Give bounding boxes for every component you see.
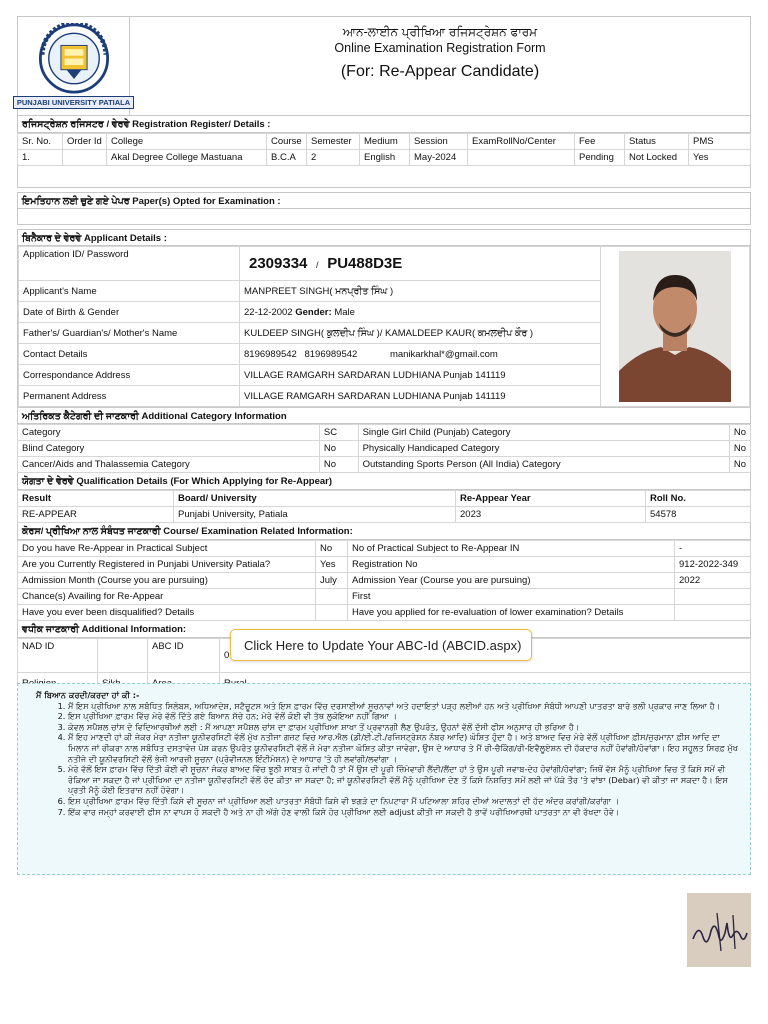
table-row <box>18 507 751 523</box>
qualification-table <box>17 490 751 523</box>
cell-roll-no: 54578 <box>646 507 751 523</box>
disqualified-label: Have you ever been disqualified? Details <box>18 605 316 621</box>
category-label: Category <box>18 425 320 441</box>
corr-address-label: Correspondance Address <box>19 365 240 386</box>
chances-value: First <box>348 589 675 605</box>
parents-label: Father's/ Guardian's/ Mother's Name <box>19 323 240 344</box>
header-college: College <box>107 134 267 150</box>
header-roll-no: Roll No. <box>646 491 751 507</box>
admission-month-label: Admission Month (Course you are pursuing) <box>18 573 316 589</box>
form-title-english: Online Examination Registration Form <box>334 41 546 55</box>
sports-value: No <box>729 457 750 473</box>
papers-section-title: ਇਮਤਿਹਾਨ ਲਈ ਚੁਣੇ ਗਏ ਪੇਪਰ Paper(s) Opted for Examination : <box>17 192 751 209</box>
course-section-title: ਕੋਰਸ/ ਪ੍ਰੀਖਿਆ ਨਾਲ ਸੰਬੰਧਤ ਜਾਣਕਾਰੀ Course/ Examination Related Information: <box>17 523 751 540</box>
disqualified-value <box>316 605 348 621</box>
registered-label: Are you Currently Registered in Punjabi University Patiala? <box>18 557 316 573</box>
table-row <box>18 457 751 473</box>
list-item: 4. ਮੈਂ ਇਹ ਮਾਣਦੀ ਹਾਂ ਕੀ ਜੇਕਰ ਮੇਰਾ ਨਤੀਜਾ ਯੂਨੀਵਰਸਿਟੀ ਵੱਲੋਂ ਮੁੱਖ ਨਤੀਜਾ ਗਜ਼ਟ ਵਿਚ ਆਰ.ਐਲ (ਡੀ/ਈ.ਟੀ./ਰਜਿਸਟ੍ਰੇਸ਼ਨ ਨੰਬਰ ਆਦਿ) ਘੋਸ਼ਿਤ ਹੁੰਦਾ ਹੈ। ਅਤੇ ਬਾਅਦ ਵਿਚ ਮੇਰੇ ਵੱਲੋਂ ਪ੍ਰੀਖਿਆ ਫ਼ੀਸ/ਜੁਰਮਾਨਾ ਫ਼ੀਸ ਆਦਿ ਦਾ ਮਿਲਾਨ ਜਾਂ ਰੀਕਰਾ ਨਾਲ ਸਬੰਧਿਤ ਦਸਤਾਵੇਜ਼ ਪੇਸ਼ ਕਰਨ ਉਪਰੰਤ ਯੂਨੀਵਰਸਿਟੀ ਵੱਲੋਂ ਜੋ ਮੇਰਾ ਨਤੀਜਾ ਘੋਸ਼ਿਤ ਕੀਤਾ ਜਾਵੇਗਾ, ਉਸ ਦੇ ਆਧਾਰ ਤੇ ਮੈਂ ਰੀ-ਚੈਕਿੰਗ/ਰੀ-ਇਵੈਲੂਏਸ਼ਨ ਦੀ ਹੱਕਦਾਰ ਨਹੀਂ ਹੋਵਾਂਗੀ/ਹੋਵਾਂਗਾ। ਇਹ ਸਹੂਲਤ ਸਿਰਫ਼ ਮੁੱਖ ਨਤੀਜੇ ਦੀ ਯੂਨੀਵਰਸਿਟੀ ਵੱਲੋਂ ਭੇਜੀ ਆਰਜ਼ੀ ਸੂਚਨਾ (ਪ੍ਰੋਵੀਜਨਲ ਇੰਟੀਮੇਸ਼ਨ) ਦੇ ਆਧਾਰ 'ਤੇ ਹੀ ਲਵਾਂਗੀ/ਲਵਾਂਗਾ । <box>68 732 742 764</box>
spacer <box>17 209 751 225</box>
contact-cell <box>240 344 601 365</box>
list-item: 2. ਇਸ ਪ੍ਰੀਖਿਆ ਫ਼ਾਰਮ ਵਿੱਚ ਮੇਰੇ ਵੱਲੋਂ ਦਿੱਤੇ ਗਏ ਬਿਆਨ ਸੱਚੇ ਹਨ; ਮੇਰੇ ਵੱਲੋਂ ਕੋਈ ਵੀ ਤੱਥ ਲੁਕੋਇਆ ਨਹੀਂ ਗਿਆ । <box>68 711 742 722</box>
header-reappear-year: Re-Appear Year <box>456 491 646 507</box>
reevaluation-label: Have you applied for re-evaluation of lower examination? Details <box>348 605 675 621</box>
dob-label: Date of Birth & Gender <box>19 302 240 323</box>
perm-address-label: Permanent Address <box>19 386 240 407</box>
header-pms: PMS <box>689 134 751 150</box>
nad-id-label: NAD ID <box>18 639 98 673</box>
header-semester: Semester <box>307 134 360 150</box>
cancer-label: Cancer/Aids and Thalassemia Category <box>18 457 320 473</box>
header-result: Result <box>18 491 174 507</box>
university-logo <box>18 17 130 115</box>
dob-cell <box>240 302 601 323</box>
app-id-value-cell <box>240 247 601 281</box>
spacer <box>17 166 751 188</box>
logo-caption: PUNJABI UNIVERSITY PATIALA <box>13 96 134 109</box>
table-row <box>18 150 751 166</box>
table-row <box>18 441 751 457</box>
header-medium: Medium <box>360 134 410 150</box>
list-item: 1. ਮੈਂ ਇਸ ਪ੍ਰੀਖਿਆ ਨਾਲ ਸਬੰਧਿਤ ਸਿਲੇਬਸ, ਅਧਿਆਦੇਸ਼, ਸਟੈਚੂਟਸ ਅਤੇ ਇਸ ਫ਼ਾਰਮ ਵਿੱਚ ਦਰਸਾਈਆਂ ਸੂਚਨਾਵਾਂ ਅਤੇ ਹਦਾਇਤਾਂ ਪੜ੍ਹ ਲਈਆਂ ਹਨ ਅਤੇ ਪ੍ਰੀਖਿਆ ਸੰਬੰਧੀ ਆਪਣੀ ਪਾਤਰਤਾ ਬਾਰੇ ਭਲੀ ਪ੍ਰਕਾਰ ਜਾਣ ਲਿਆ ਹੈ। <box>68 701 742 712</box>
header-fee: Fee <box>575 134 625 150</box>
corr-address-value: VILLAGE RAMGARH SARDARAN LUDHIANA Punjab 141119 <box>240 365 601 386</box>
cell-fee: Pending <box>575 150 625 166</box>
table-row <box>18 541 751 557</box>
admission-year-value: 2022 <box>675 573 751 589</box>
registration-no-value: 912-2022-349 <box>675 557 751 573</box>
gender-value: Male <box>334 306 355 318</box>
table-header-row <box>18 491 751 507</box>
declaration-intro: ਮੈਂ ਬਿਆਨ ਕਰਦੀ/ਕਰਦਾ ਹਾਂ ਕੀ :- <box>36 690 140 700</box>
password: PU488D3E <box>327 255 403 272</box>
signature-image <box>687 893 751 967</box>
photo-cell <box>601 246 750 407</box>
practical-count-label: No of Practical Subject to Re-Appear IN <box>348 541 675 557</box>
email: manikarkhal*@gmail.com <box>389 348 498 360</box>
applicant-name: MANPREET SINGH( ਮਨਪ੍ਰੀਤ ਸਿੰਘ ) <box>240 281 601 302</box>
category-section-title: ਅਤਿਰਿਕਤ ਕੈਟੇਗਰੀ ਦੀ ਜਾਣਕਾਰੀ Additional Category Information <box>17 407 751 424</box>
cell-semester: 2 <box>307 150 360 166</box>
cell-college: Akal Degree College Mastuana <box>107 150 267 166</box>
applicant-photo <box>619 251 731 402</box>
cell-board: Punjabi University, Patiala <box>174 507 456 523</box>
course-table <box>17 540 751 621</box>
sports-label: Outstanding Sports Person (All India) Category <box>358 457 729 473</box>
declaration-box <box>17 683 751 875</box>
handicap-label: Physically Handicaped Category <box>358 441 729 457</box>
practical-count-value: - <box>675 541 751 557</box>
category-table <box>17 424 751 473</box>
form-title-punjabi: ਆਨ-ਲਾਈਨ ਪ੍ਰੀਖਿਆ ਰਜਿਸਟ੍ਰੇਸ਼ਨ ਫਾਰਮ <box>342 25 538 39</box>
abc-id-label: ABC ID <box>148 639 220 673</box>
parents-row <box>19 323 601 344</box>
registration-section-title: ਰਜਿਸਟ੍ਰੇਸ਼ਨ ਰਜਿਸਟਰ / ਵੇਰਵੇ Registration Register/ Details : <box>17 116 751 133</box>
list-item: 6. ਇਸ ਪ੍ਰੀਖਿਆ ਫ਼ਾਰਮ ਵਿੱਚ ਦਿੱਤੀ ਕਿਸੇ ਵੀ ਸੂਚਨਾ ਜਾਂ ਪ੍ਰੀਖਿਆ ਲਈ ਪਾਤਰਤਾ ਸੰਬੰਧੀ ਕਿਸੇ ਵੀ ਝਗੜੇ ਦਾ ਨਿਪਟਾਰਾ ਮੈਂ ਪਟਿਆਲਾ ਸ਼ਹਿਰ ਦੀਆਂ ਅਦਾਲਤਾਂ ਦੀ ਹੱਦ ਅੰਦਰ ਕਰਾਂਗੀ/ਕਰਾਂਗਾ । <box>68 796 742 807</box>
applicant-section-title: ਬਿਨੈਕਾਰ ਦੇ ਵੇਰਵੇ Applicant Details : <box>17 229 751 246</box>
header-board: Board/ University <box>174 491 456 507</box>
applicant-block <box>17 246 751 407</box>
perm-address-value: VILLAGE RAMGARH SARDARAN LUDHIANA Punjab 141119 <box>240 386 601 407</box>
qualification-section-title: ਯੋਗਤਾ ਦੇ ਵੇਰਵੇ Qualification Details (For Which Applying for Re-Appear) <box>17 473 751 490</box>
dob-value: 22-12-2002 <box>244 306 293 318</box>
app-id-row <box>19 247 601 281</box>
dob-row <box>19 302 601 323</box>
cell-reappear-year: 2023 <box>456 507 646 523</box>
registration-form <box>17 16 751 694</box>
registration-table <box>17 133 751 166</box>
table-row <box>18 557 751 573</box>
header-session: Session <box>410 134 468 150</box>
single-girl-value: No <box>729 425 750 441</box>
list-item: 3. ਕੇਵਲ ਸਪੈਸ਼ਲ ਚਾਂਸ ਦੇ ਵਿਦਿਆਰਥੀਆਂ ਲਈ : ਮੈਂ ਆਪਣਾ ਸਪੈਸ਼ਲ ਚਾਂਸ ਦਾ ਫ਼ਾਰਮ ਪ੍ਰੀਖਿਆ ਸ਼ਾਖਾ ਤੋਂ ਪ੍ਰਵਾਨਗੀ ਲੈਣ ਉਪਰੰਤ, ਉਹਨਾਂ ਵੱਲੋਂ ਦੱਸੀ ਫੀਸ ਅਨੁਸਾਰ ਹੀ ਭਰਿਆ ਹੈ। <box>68 722 742 733</box>
reevaluation-value <box>675 605 751 621</box>
additional-section-title: ਵਧੀਕ ਜਾਣਕਾਰੀ Additional Information: <box>17 621 751 638</box>
cell-sr-no: 1. <box>18 150 63 166</box>
cell-result: RE-APPEAR <box>18 507 174 523</box>
blind-label: Blind Category <box>18 441 320 457</box>
cell-medium: English <box>360 150 410 166</box>
gender-label: Gender: <box>295 306 332 318</box>
table-row <box>18 425 751 441</box>
cell-pms: Yes <box>689 150 751 166</box>
cell-status: Not Locked <box>625 150 689 166</box>
corr-address-row <box>19 365 601 386</box>
table-row <box>18 589 751 605</box>
table-row <box>18 605 751 621</box>
abc-id-value: 0 <box>220 639 751 673</box>
handicap-value: No <box>729 441 750 457</box>
table-row <box>18 573 751 589</box>
chances-extra <box>675 589 751 605</box>
update-abc-id-button[interactable]: Click Here to Update Your ABC-Id (ABCID.aspx) <box>230 629 532 661</box>
header-sr-no: Sr. No. <box>18 134 63 150</box>
parents-value: KULDEEP SINGH( ਕੁਲਦੀਪ ਸਿੰਘ )/ KAMALDEEP KAUR( ਕਮਲਦੀਪ ਕੌਰ ) <box>240 323 601 344</box>
header-roll-center: ExamRollNo/Center <box>468 134 575 150</box>
single-girl-label: Single Girl Child (Punjab) Category <box>358 425 729 441</box>
form-subtitle: (For: Re-Appear Candidate) <box>340 63 540 80</box>
declaration-list <box>68 701 742 818</box>
university-seal-icon <box>26 23 122 94</box>
application-id: 2309334 <box>249 255 308 272</box>
practical-label: Do you have Re-Appear in Practical Subject <box>18 541 316 557</box>
registration-no-label: Registration No <box>348 557 675 573</box>
header-status: Status <box>625 134 689 150</box>
phone-2: 8196989542 <box>304 348 358 360</box>
cell-order-id <box>63 150 107 166</box>
applicant-table <box>18 246 601 407</box>
chances-label: Chance(s) Availing for Re-Appear <box>18 589 316 605</box>
phone-1: 8196989542 <box>244 348 297 360</box>
form-header <box>17 16 751 116</box>
registered-value: Yes <box>316 557 348 573</box>
cancer-value: No <box>319 457 358 473</box>
cell-session: May-2024 <box>410 150 468 166</box>
perm-address-row <box>19 386 601 407</box>
practical-value: No <box>316 541 348 557</box>
nad-id-value <box>98 639 148 673</box>
table-header-row <box>18 134 751 150</box>
handwritten-signature <box>687 893 751 967</box>
admission-month-value: July <box>316 573 348 589</box>
form-title-block <box>130 17 750 115</box>
list-item: 5. ਮੇਰੇ ਵੱਲੋਂ ਇਸ ਫ਼ਾਰਮ ਵਿੱਚ ਦਿੱਤੀ ਕੋਈ ਵੀ ਸੂਚਨਾ ਜੇਕਰ ਬਾਅਦ ਵਿੱਚ ਝੂਠੀ ਸਾਬਤ ਹੋ ਜਾਂਦੀ ਹੈ ਤਾਂ ਮੈਂ ਉਸ ਦੀ ਪੂਰੀ ਜ਼ਿੰਮੇਵਾਰੀ ਲੈਂਦੀ/ਲੈਂਦਾ ਹਾਂ ਤੇ ਉਸ ਪੂਰੀ ਜਵਾਬ-ਦੇਹ ਹੋਵਾਂਗੀ/ਹੋਵਾਂਗਾ; ਜਿਥੋਂ ਵੱਸ ਮੈਨੂੰ ਪ੍ਰੀਖਿਆ ਵਿਚ ਤੋਂ ਕਿਸੇ ਸਮੇਂ ਵੀ ਰੋਕਿਆ ਜਾ ਸਕਦਾ ਹੈ ਜਾਂ ਪ੍ਰੀਖਿਆ ਦਾ ਨਤੀਜਾ ਯੂਨੀਵਰਸਿਟੀ ਵੱਲੋਂ ਰੱਦ ਕੀਤਾ ਜਾ ਸਕਦਾ ਹੈ; ਜਾਂ ਯੂਨੀਵਰਸਿਟੀ ਵੱਲੋਂ ਮੈਨੂੰ ਪ੍ਰੀਖਿਆ ਦੇਣ ਤੋਂ ਕਿਸੇ ਨਿਸ਼ਚਿਤ ਸਮੇਂ ਲਈ ਜਾਂ ਪੱਕੇ ਤੌਰ 'ਤੇ ਵਾਂਝਾ (Debar) ਵੀ ਕੀਤਾ ਜਾ ਸਕਦਾ ਹੈ। ਇਸ ਪ੍ਰਤੀ ਮੈਨੂੰ ਕੋਈ ਇਤਰਾਜ਼ ਨਹੀਂ ਹੋਵੇਗਾ। <box>68 764 742 796</box>
list-item: 7. ਇੱਕ ਵਾਰ ਜਮ੍ਹਾਂ ਕਰਵਾਈ ਫੀਸ ਨਾ ਵਾਪਸ ਹੋ ਸਕਦੀ ਹੈ ਅਤੇ ਨਾ ਹੀ ਅੱਗੇ ਹੋਣ ਵਾਲੀ ਕਿਸੇ ਹੋਰ ਪ੍ਰੀਖਿਆ ਲਈ adjust ਕੀਤੀ ਜਾ ਸਕਦੀ ਹੈ ਭਾਵੇਂ ਪਰੀਖਿਆਰਥੀ ਪਾਤਰਤਾ ਨਾ ਵੀ ਰੱਖਦਾ ਹੋਵੇ। <box>68 807 742 818</box>
contact-row <box>19 344 601 365</box>
cell-roll-center <box>468 150 575 166</box>
blind-value: No <box>319 441 358 457</box>
admission-year-label: Admission Year (Course you are pursuing) <box>348 573 675 589</box>
chances-blank <box>316 589 348 605</box>
name-label: Applicant's Name <box>19 281 240 302</box>
cell-course: B.C.A <box>267 150 307 166</box>
header-course: Course <box>267 134 307 150</box>
contact-label: Contact Details <box>19 344 240 365</box>
category-value: SC <box>319 425 358 441</box>
id-separator: / <box>316 260 319 270</box>
app-id-label: Application ID/ Password <box>19 247 240 281</box>
name-row <box>19 281 601 302</box>
header-order-id: Order Id <box>63 134 107 150</box>
